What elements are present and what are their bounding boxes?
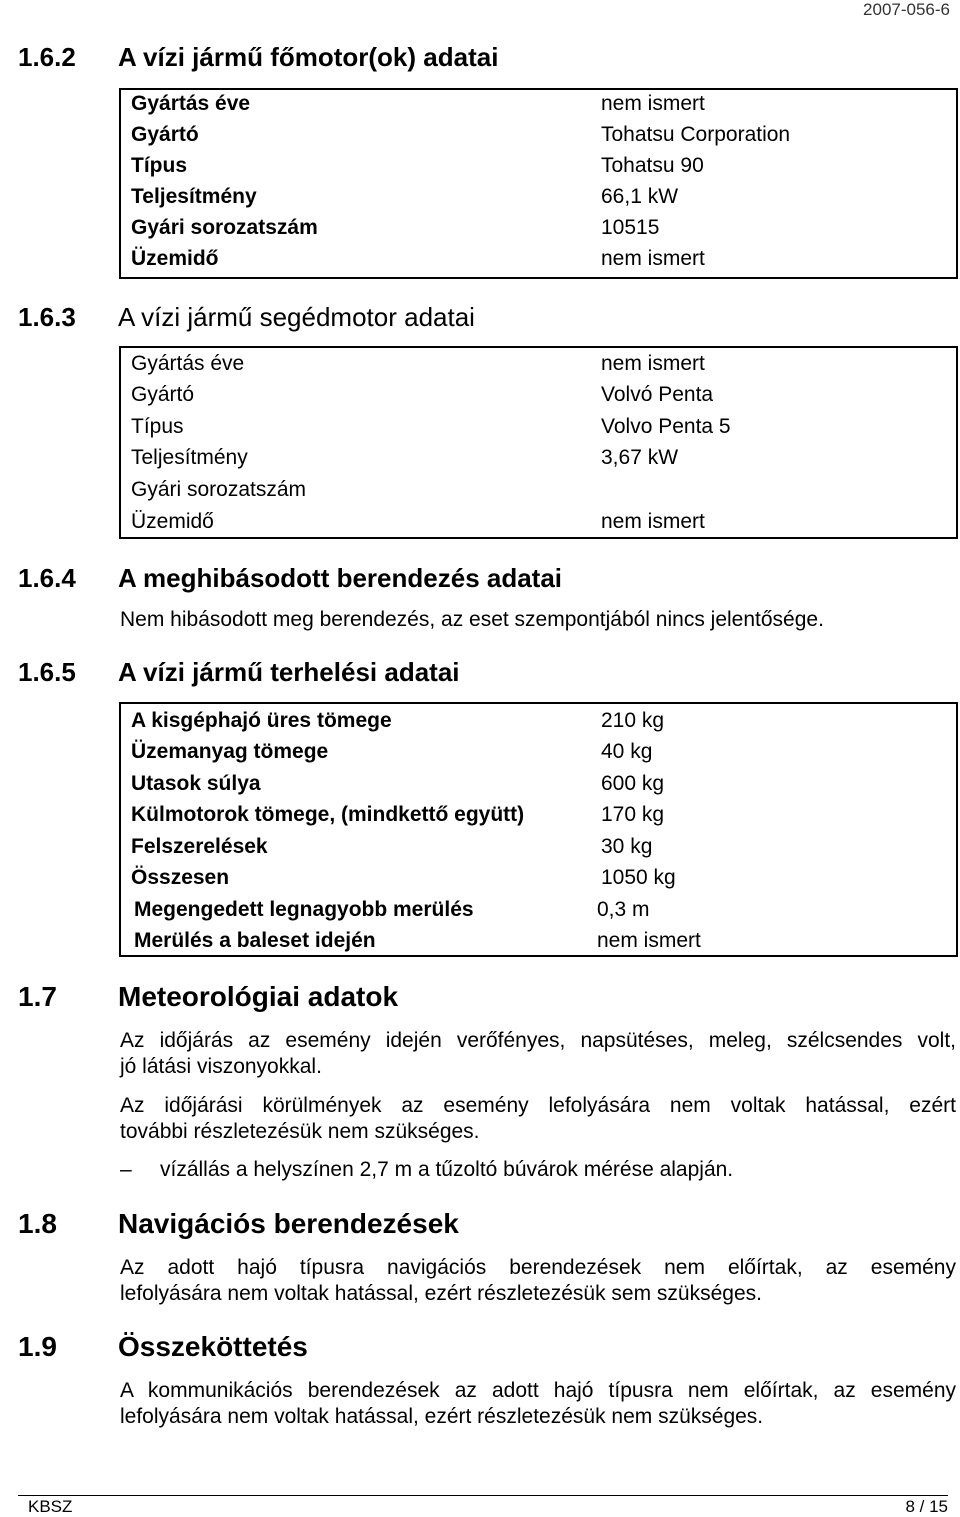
- table-row: [121, 350, 956, 381]
- section-number: 1.6.5: [18, 657, 76, 687]
- table-row: [121, 245, 956, 276]
- section-1-7-heading: [18, 981, 398, 1013]
- row-label: Megengedett legnagyobb merülés: [134, 898, 474, 921]
- table-row: [121, 214, 956, 245]
- row-label: Gyártás éve: [131, 92, 251, 115]
- row-value: nem ismert: [601, 92, 705, 115]
- row-label: Gyártás éve: [131, 352, 245, 375]
- table-row: [121, 508, 956, 539]
- row-label: Külmotorok tömege, (mindkettő együtt): [131, 803, 525, 826]
- row-value: nem ismert: [601, 247, 705, 270]
- row-value: Tohatsu Corporation: [601, 123, 791, 146]
- section-number: 1.8: [18, 1208, 57, 1239]
- row-value: 0,3 m: [597, 898, 650, 921]
- section-number: 1.7: [18, 981, 57, 1012]
- table-row: [121, 770, 956, 801]
- table-row: [121, 152, 956, 183]
- row-value: Tohatsu 90: [601, 154, 704, 177]
- auxiliary-engine-table: [119, 346, 958, 539]
- section-title: A vízi jármű segédmotor adatai: [118, 302, 475, 332]
- row-label: Gyári sorozatszám: [131, 216, 318, 239]
- row-value: nem ismert: [601, 510, 705, 533]
- paragraph-line: lefolyására nem voltak hatással, ezért részletezésük nem szükséges.: [120, 1405, 764, 1428]
- footer-left: KBSZ: [28, 1497, 73, 1516]
- row-value: 66,1 kW: [601, 185, 679, 208]
- document-id: 2007-056-6: [863, 0, 950, 19]
- table-row: [121, 927, 956, 958]
- section-1-8-heading: [18, 1208, 459, 1240]
- row-label: Összesen: [131, 866, 230, 889]
- section-title: Navigációs berendezések: [118, 1208, 459, 1239]
- row-label: Üzemidő: [131, 510, 214, 533]
- section-1-6-3-heading: [18, 302, 475, 333]
- paragraph-line: jó látási viszonyokkal.: [120, 1055, 322, 1078]
- paragraph-line: Az adott hajó típusra navigációs berendezések nem előírtak, az esemény: [120, 1256, 956, 1279]
- section-1-6-5-heading: [18, 657, 460, 688]
- table-row: [121, 90, 956, 121]
- section-title: Meteorológiai adatok: [118, 981, 399, 1012]
- bullet-text: vízállás a helyszínen 2,7 m a tűzoltó búvárok mérése alapján.: [160, 1158, 734, 1181]
- row-value: Volvó Penta: [601, 383, 714, 406]
- paragraph-line: lefolyására nem voltak hatással, ezért részletezésük sem szükséges.: [120, 1282, 762, 1305]
- row-value: 3,67 kW: [601, 446, 679, 469]
- navigation-paragraph: [120, 1255, 956, 1307]
- row-value: nem ismert: [597, 929, 701, 952]
- row-label: Utasok súlya: [131, 772, 261, 795]
- row-value: 10515: [601, 216, 660, 239]
- section-number: 1.6.3: [18, 302, 76, 332]
- row-label: Teljesítmény: [131, 446, 248, 469]
- table-row: [121, 413, 956, 444]
- main-engine-table: [119, 88, 958, 279]
- page-number: 8 / 15: [905, 1497, 948, 1516]
- table-row: [121, 444, 956, 475]
- paragraph-line: további részletezésük nem szükséges.: [120, 1120, 480, 1143]
- row-label: Merülés a baleset idején: [134, 929, 376, 952]
- table-row: [121, 833, 956, 864]
- table-row: [121, 183, 956, 214]
- row-value: 1050 kg: [601, 866, 676, 889]
- section-title: A vízi jármű terhelési adatai: [118, 657, 460, 687]
- table-row: [121, 121, 956, 152]
- section-number: 1.6.2: [18, 42, 76, 72]
- table-row: [121, 738, 956, 769]
- row-value: Volvo Penta 5: [601, 415, 731, 438]
- row-value: 30 kg: [601, 835, 653, 858]
- section-1-6-4-text: Nem hibásodott meg berendezés, az eset szempontjából nincs jelentősége.: [120, 608, 824, 631]
- row-label: Gyári sorozatszám: [131, 478, 307, 501]
- footer-divider: [18, 1495, 948, 1496]
- section-title: Összeköttetés: [118, 1331, 308, 1362]
- row-value: 600 kg: [601, 772, 665, 795]
- row-label: Gyártó: [131, 123, 199, 146]
- row-value: 40 kg: [601, 740, 653, 763]
- communication-paragraph: [120, 1378, 956, 1430]
- row-label: Üzemidő: [131, 247, 219, 270]
- paragraph-line: A kommunikációs berendezések az adott hajó típusra nem előírtak, az esemény: [120, 1379, 956, 1402]
- table-row: [121, 381, 956, 412]
- paragraph-line: Az időjárási körülmények az esemény lefolyására nem voltak hatással, ezért: [120, 1094, 956, 1117]
- weather-paragraph-2: [120, 1093, 956, 1145]
- section-1-9-heading: [18, 1331, 308, 1363]
- section-1-6-4-heading: [18, 563, 562, 594]
- row-label: Teljesítmény: [131, 185, 257, 208]
- section-number: 1.6.4: [18, 563, 76, 593]
- table-row: [121, 896, 956, 927]
- section-1-6-2-heading: [18, 42, 498, 73]
- bullet-dash: –: [120, 1158, 132, 1181]
- row-label: Típus: [131, 415, 184, 438]
- row-label: A kisgéphajó üres tömege: [131, 709, 392, 732]
- row-label: Üzemanyag tömege: [131, 740, 329, 763]
- row-label: Gyártó: [131, 383, 195, 406]
- table-row: [121, 476, 956, 507]
- paragraph-line: Az időjárás az esemény idején verőfényes, napsütéses, meleg, szélcsendes volt,: [120, 1029, 956, 1052]
- section-number: 1.9: [18, 1331, 57, 1362]
- table-row: [121, 801, 956, 832]
- table-row: [121, 707, 956, 738]
- row-label: Felszerelések: [131, 835, 268, 858]
- row-value: 170 kg: [601, 803, 665, 826]
- load-data-table: [119, 702, 958, 957]
- row-value: nem ismert: [601, 352, 705, 375]
- section-title: A vízi jármű főmotor(ok) adatai: [118, 42, 499, 72]
- row-value: 210 kg: [601, 709, 665, 732]
- row-label: Típus: [131, 154, 187, 177]
- weather-paragraph-1: [120, 1028, 956, 1080]
- table-row: [121, 864, 956, 895]
- section-title: A meghibásodott berendezés adatai: [118, 563, 563, 593]
